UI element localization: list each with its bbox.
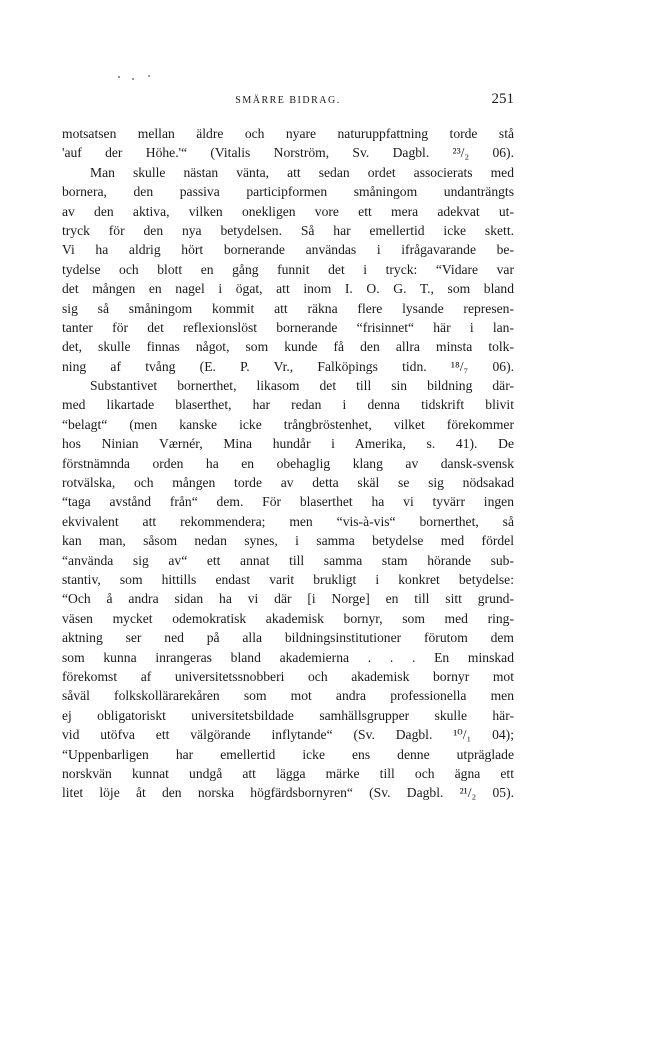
text-line: det mången en nagel i ögat, att inom I. O. G. T., som bland xyxy=(62,281,514,297)
text-line: Vi ha aldrig hört bornerande användas i ifrågavarande be- xyxy=(62,242,514,258)
body-text xyxy=(62,124,514,803)
text-line: “Och å andra sidan ha vi där [i Norge] en till sitt grund- xyxy=(62,591,514,607)
text-line: av den aktiva, vilken onekligen vore ett mera adekvat ut- xyxy=(62,203,514,219)
text-line: motsatsen mellan äldre och nyare naturuppfattning torde stå xyxy=(62,126,514,141)
text-line: väsen mycket odemokratisk akademisk bornyr, som med ring- xyxy=(62,610,514,626)
print-speck xyxy=(132,78,134,80)
text-line: ning af tvång (E. P. Vr., Falköpings tidn. ¹⁸/₇ 06). xyxy=(62,358,514,374)
text-line: “använda sig av“ ett annat till samma stam hörande sub- xyxy=(62,552,514,568)
text-line: tryck för den nya betydelsen. Så har emellertid icke skett. xyxy=(62,222,514,238)
text-line: förekomst af universitetssnobberi och akademisk bornyr mot xyxy=(62,668,514,684)
page-header xyxy=(62,91,514,111)
text-line: det, skulle finnas något, som kunde få den allra minsta tolk- xyxy=(62,339,514,355)
text-line: aktning ser ned på alla bildningsinstitutioner förutom dem xyxy=(62,630,514,646)
text-line: sig så småningom kommit att räkna flere lysande represen- xyxy=(62,300,514,316)
text-line: såväl folkskollärarekåren som mot andra professionella men xyxy=(62,688,514,704)
text-line: norskvän kunnat undgå att lägga märke till och ägna ett xyxy=(62,765,514,781)
text-line: bornera, den passiva participformen småningom undanträngts xyxy=(62,184,514,200)
text-line: Substantivet bornerthet, likasom det till sin bildning där- xyxy=(90,378,514,394)
page-number: 251 xyxy=(491,91,514,107)
text-line: “taga avstånd från“ dem. För blaserthet ha vi tyvärr ingen xyxy=(62,494,514,510)
text-line: kan man, såsom nedan synes, i samma betydelse med fördel xyxy=(62,533,514,549)
text-line: rotvälska, och mången torde av detta skäl se sig nödsakad xyxy=(62,475,514,491)
print-speck xyxy=(148,75,150,77)
text-line: 'auf der Höhe.'“ (Vitalis Norström, Sv. Dagbl. ²³/₂ 06). xyxy=(62,145,514,161)
running-head: SMÄRRE BIDRAG. xyxy=(235,95,341,106)
text-line: stantiv, som hittills endast varit brukligt i konkret betydelse: xyxy=(62,571,514,587)
print-specks xyxy=(118,72,158,82)
text-line: litet löje åt den norska högfärdsbornyren“ (Sv. Dagbl. ²¹/₂ 05). xyxy=(62,785,514,801)
text-line: “belagt“ (men kanske icke trångbröstenhet, vilket förekommer xyxy=(62,416,514,432)
text-line: ekvivalent att rekommendera; men “vis-à-vis“ bornerthet, så xyxy=(62,513,514,529)
text-line: ej obligatoriskt universitetsbildade samhällsgrupper skulle här- xyxy=(62,707,514,723)
text-line: vid utöfva ett välgörande inflytande“ (Sv. Dagbl. ¹⁰/₁ 04); xyxy=(62,727,514,743)
text-line: Man skulle nästan vänta, att sedan ordet associerats med xyxy=(90,164,514,180)
text-line: med likartade blaserthet, har redan i denna tidskrift blivit xyxy=(62,397,514,413)
text-line: tanter för det reflexionslöst bornerande “frisinnet“ här i lan- xyxy=(62,319,514,335)
text-line: “Uppenbarligen har emellertid icke ens denne utpräglade xyxy=(62,746,514,762)
text-line: hos Ninian Værnér, Mina hundår i Amerika, s. 41). De xyxy=(62,436,514,452)
text-line: som kunna inrangeras bland akademierna . . . En minskad xyxy=(62,649,514,665)
text-line: förstnämnda orden ha en obehaglig klang av dansk-svensk xyxy=(62,455,514,471)
print-speck xyxy=(118,76,120,78)
text-line: tydelse och blott en gång funnit det i tryck: “Vidare var xyxy=(62,261,514,277)
